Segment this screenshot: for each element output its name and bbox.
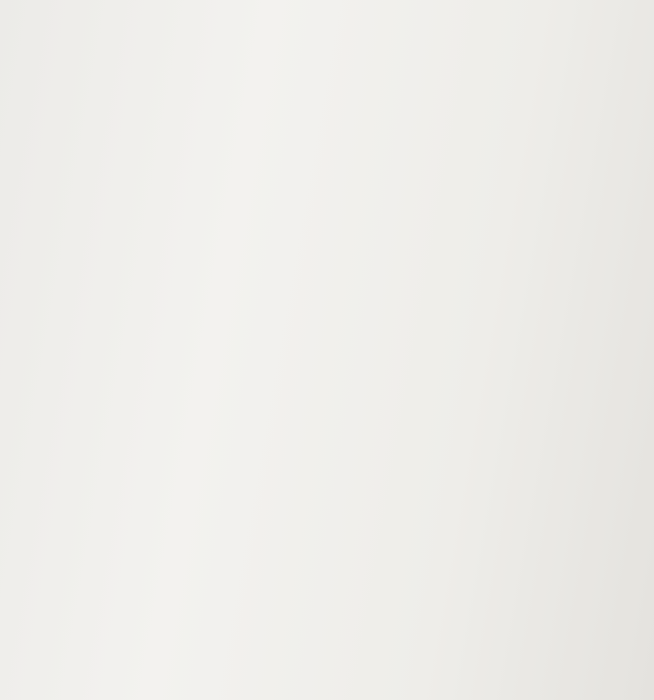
header-articulating-bone-2 — [418, 35, 528, 36]
articulation-table — [26, 30, 608, 700]
header-articulating-bone-1 — [258, 36, 368, 37]
header-bone — [78, 38, 198, 39]
